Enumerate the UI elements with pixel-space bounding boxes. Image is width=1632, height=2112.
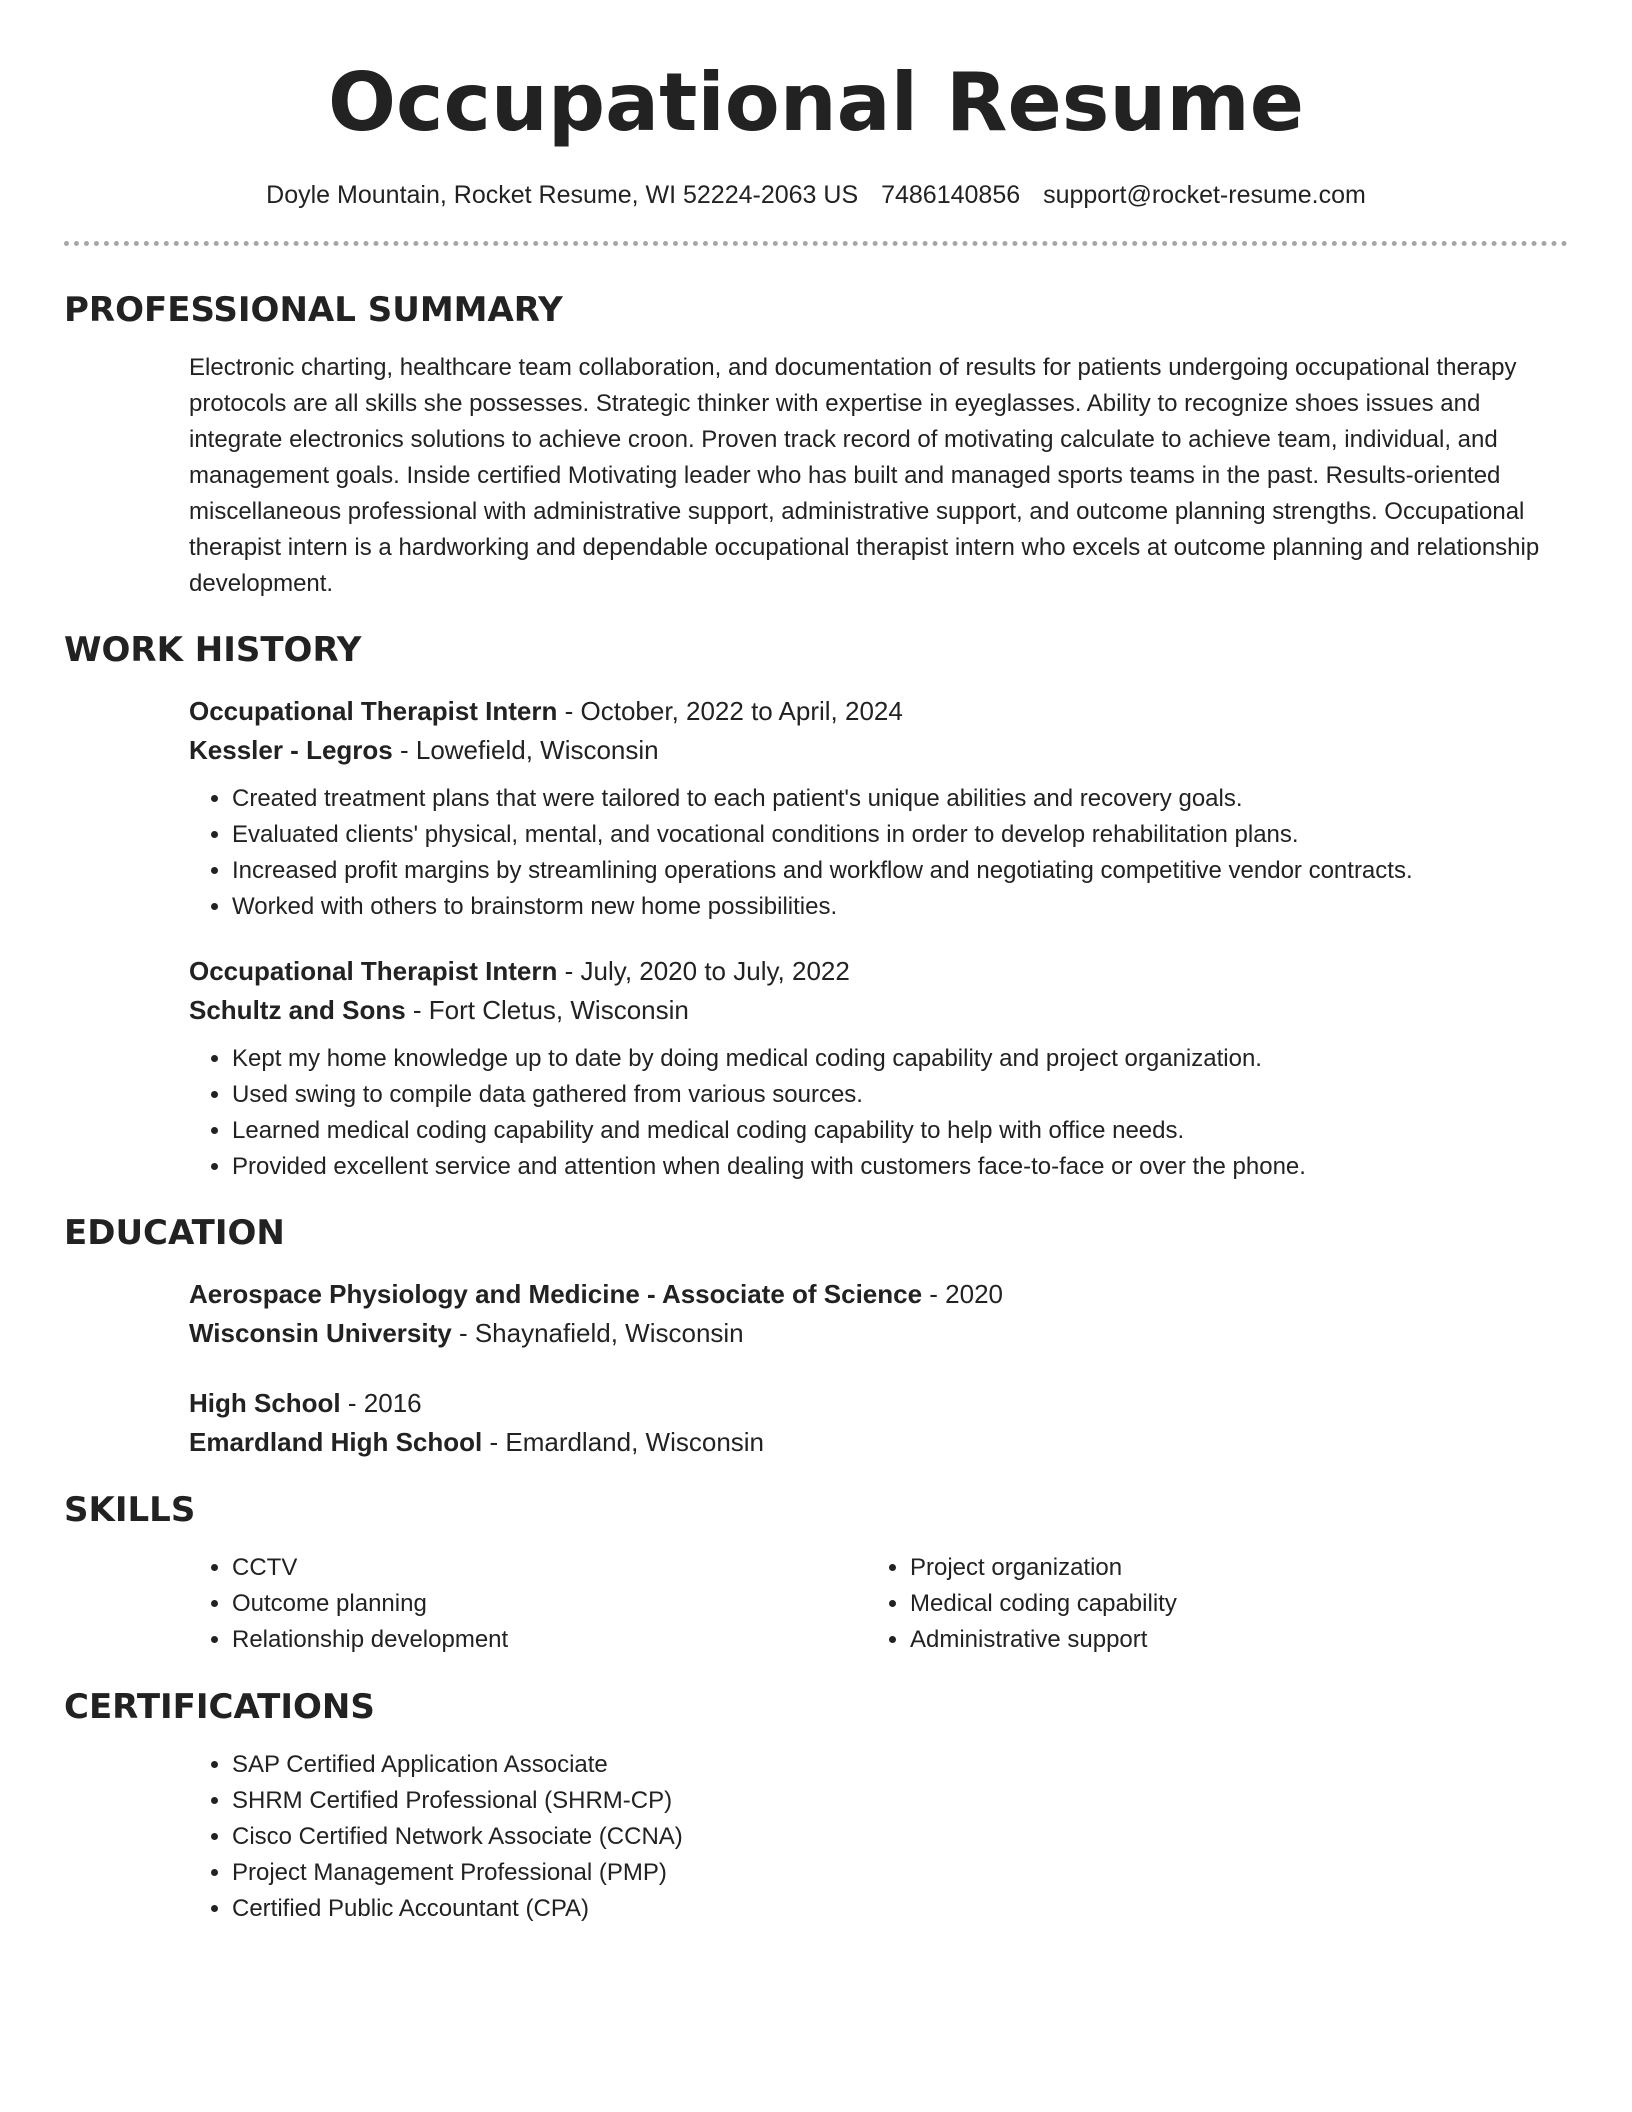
contact-address: Doyle Mountain, Rocket Resume, WI 52224-2063 US xyxy=(266,181,859,209)
certifications-list xyxy=(189,1747,1568,1927)
section-title-work-history: WORK HISTORY xyxy=(64,630,362,670)
job-employer: Kessler - Legros xyxy=(189,735,393,765)
job-employer: Schultz and Sons xyxy=(189,995,406,1025)
summary-section xyxy=(64,350,1568,602)
education-year: - 2016 xyxy=(340,1388,422,1418)
header-divider xyxy=(64,241,1568,246)
job-location: - Lowefield, Wisconsin xyxy=(392,735,659,765)
job-bullet: • Worked with others to brainstorm new home possibilities. xyxy=(232,889,1568,925)
job-bullet: • Increased profit margins by streamlining operations and workflow and negotiating competitive vendor contracts. xyxy=(232,853,1568,889)
education-degree-line xyxy=(189,1384,1568,1423)
job-dates: - July, 2020 to July, 2022 xyxy=(557,956,850,986)
certifications-section xyxy=(64,1747,1568,1927)
skill-item: • Administrative support xyxy=(910,1622,1545,1658)
education-year: - 2020 xyxy=(922,1279,1004,1309)
job-dates: - October, 2022 to April, 2024 xyxy=(557,696,903,726)
job-title-line xyxy=(189,692,1568,731)
certification-item: • Certified Public Accountant (CPA) xyxy=(232,1891,1568,1927)
section-title-education: EDUCATION xyxy=(64,1213,285,1253)
skill-item: • Project organization xyxy=(910,1550,1545,1586)
skill-item: • CCTV xyxy=(232,1550,867,1586)
job-bullets xyxy=(189,1041,1568,1185)
certification-item: • Cisco Certified Network Associate (CCNA) xyxy=(232,1819,1568,1855)
resume-name: Occupational Resume xyxy=(328,56,1304,149)
job-bullet: • Used swing to compile data gathered from various sources. xyxy=(232,1077,1568,1113)
skill-item: • Relationship development xyxy=(232,1622,867,1658)
job-bullet: • Provided excellent service and attention when dealing with customers face-to-face or over the phone. xyxy=(232,1149,1568,1185)
skills-list-left xyxy=(189,1550,867,1658)
certification-item: • Project Management Professional (PMP) xyxy=(232,1855,1568,1891)
contact-line xyxy=(64,178,1568,212)
job-entry xyxy=(64,692,1568,925)
education-entry xyxy=(64,1275,1568,1353)
job-position: Occupational Therapist Intern xyxy=(189,956,558,986)
job-title-line xyxy=(189,952,1568,991)
summary-text: Electronic charting, healthcare team collaboration, and documentation of results for patients undergoing occupational therapy protocols are all skills she possesses. Strategic thinker with expertise in eyeglasses. Ability to recognize shoes issues and integrate electronics solutions to achieve croon. Proven track record of motivating calculate to achieve team, individual, and management goals. Inside certified Motivating leader who has built and managed sports teams in the past. Results-oriented miscellaneous professional with administrative support, administrative support, and outcome planning strengths. Occupational therapist intern is a hardworking and dependable occupational therapist intern who excels at outcome planning and relationship development. xyxy=(189,354,1540,597)
education-school: Wisconsin University xyxy=(189,1318,452,1348)
job-bullet: • Learned medical coding capability and medical coding capability to help with office needs. xyxy=(232,1113,1568,1149)
education-degree-line xyxy=(189,1275,1568,1314)
education-degree: Aerospace Physiology and Medicine - Associate of Science xyxy=(189,1279,923,1309)
education-school-line xyxy=(189,1314,1568,1353)
skill-item: • Outcome planning xyxy=(232,1586,867,1622)
skill-item: • Medical coding capability xyxy=(910,1586,1545,1622)
skills-column-right xyxy=(867,1550,1545,1658)
job-location: - Fort Cletus, Wisconsin xyxy=(405,995,689,1025)
section-title-certifications: CERTIFICATIONS xyxy=(64,1687,375,1727)
job-employer-line xyxy=(189,731,1568,770)
job-bullets xyxy=(189,781,1568,925)
contact-email: support@rocket-resume.com xyxy=(1043,181,1366,209)
education-school-line xyxy=(189,1423,1568,1462)
certification-item: • SAP Certified Application Associate xyxy=(232,1747,1568,1783)
skills-column-left xyxy=(189,1550,867,1658)
job-entry xyxy=(64,952,1568,1185)
job-employer-line xyxy=(189,991,1568,1030)
skills-list-right xyxy=(867,1550,1545,1658)
education-location: - Emardland, Wisconsin xyxy=(482,1427,765,1457)
certification-item: • SHRM Certified Professional (SHRM-CP) xyxy=(232,1783,1568,1819)
education-entry xyxy=(64,1384,1568,1462)
job-bullet: • Evaluated clients' physical, mental, and vocational conditions in order to develop rehabilitation plans. xyxy=(232,817,1568,853)
job-position: Occupational Therapist Intern xyxy=(189,696,558,726)
education-location: - Shaynafield, Wisconsin xyxy=(451,1318,744,1348)
section-title-summary: PROFESSIONAL SUMMARY xyxy=(64,290,563,330)
section-title-skills: SKILLS xyxy=(64,1490,196,1530)
contact-phone: 7486140856 xyxy=(881,181,1021,209)
education-school: Emardland High School xyxy=(189,1427,483,1457)
job-bullet: • Kept my home knowledge up to date by doing medical coding capability and project organization. xyxy=(232,1041,1568,1077)
job-bullet: • Created treatment plans that were tailored to each patient's unique abilities and recovery goals. xyxy=(232,781,1568,817)
education-degree: High School xyxy=(189,1388,341,1418)
skills-grid xyxy=(64,1550,1568,1658)
